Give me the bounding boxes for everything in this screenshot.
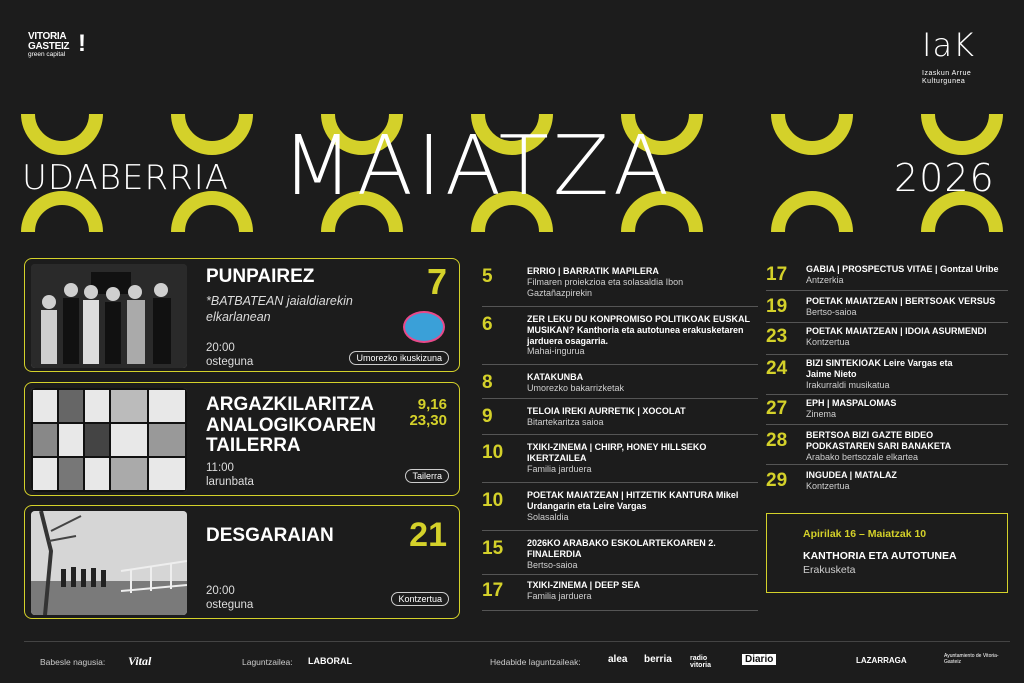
- lazarraga-logo: LAZARRAGA: [856, 656, 907, 665]
- iak-logo: [922, 26, 1002, 87]
- divider: [482, 610, 758, 611]
- diario-logo: Diario: [742, 654, 776, 665]
- event-day: 17: [766, 264, 788, 285]
- sponsor-label: Babesle nagusia:: [40, 657, 106, 667]
- berria-logo: berria: [644, 654, 672, 665]
- event-title: [527, 406, 767, 428]
- event-day: 5: [482, 266, 493, 287]
- divider: [482, 530, 758, 531]
- event-title: [527, 580, 767, 602]
- event-subtitle: Kontzertua: [806, 336, 850, 347]
- divider: [766, 354, 1008, 355]
- event-day: 17: [482, 580, 504, 601]
- event-title-text: ZER LEKU DU KONPROMISO POLITIKOAK EUSKAL MUSIKAN? Kanthoria eta autotunea erakusketaren jarduera osagarria.: [527, 314, 750, 346]
- divider: [482, 482, 758, 483]
- event-photo: [31, 388, 187, 492]
- month-title: MAIATZA: [282, 119, 674, 214]
- event-subtitle: Familia jarduera: [527, 590, 592, 601]
- event-title-text: BIZI SINTEKIOAK Leire Vargas eta Jaime Nieto: [806, 358, 953, 379]
- event-subtitle: Arabako bertsozale elkartea: [806, 451, 919, 462]
- divider: [766, 424, 1008, 425]
- event-title-text: BERTSOA BIZI GAZTE BIDEO PODKASTAREN SARI BANAKETA: [806, 430, 952, 451]
- logo-line: green capital: [28, 51, 66, 58]
- divider: [766, 322, 1008, 323]
- event-title: [527, 314, 762, 357]
- event-subtitle: Bitartekaritza saioa: [527, 416, 604, 427]
- iak-mark: IaK: [922, 26, 976, 64]
- event-day: 27: [766, 398, 788, 419]
- year-label: 2026: [894, 156, 995, 200]
- event-time: 20:00: [206, 585, 235, 597]
- event-day: 15: [482, 538, 504, 559]
- event-title-text: TXIKI-ZINEMA | CHIRP, HONEY HILLSEKO IKERTZAILEA: [527, 442, 707, 463]
- event-weekday: osteguna: [206, 599, 254, 611]
- event-title-text: TXIKI-ZINEMA | DEEP SEA: [527, 580, 641, 590]
- iak-sub-line: Izaskun Arrue: [922, 70, 972, 77]
- event-title: [806, 264, 1016, 286]
- event-day: 23: [766, 326, 788, 347]
- logo-line: VITORIA: [28, 31, 67, 42]
- event-title: [527, 490, 742, 522]
- event-title-text: 2026KO ARABAKO ESKOLARTEKOAREN 2. FINALERDIA: [527, 538, 716, 559]
- event-weekday: osteguna: [206, 356, 254, 368]
- event-weekday: larunbata: [206, 476, 254, 488]
- event-day: 28: [766, 430, 788, 451]
- laboral-logo: LABORAL: [308, 656, 352, 666]
- event-title: PUNPAIREZ: [206, 266, 315, 287]
- event-subtitle: Solasaldia: [527, 511, 569, 522]
- vitoria-gasteiz-logo: [28, 30, 86, 59]
- event-subtitle: Umorezko bakarrizketak: [527, 382, 625, 393]
- event-title-text: ERRIO | BARRATIK MAPILERA: [527, 266, 659, 276]
- event-day: 29: [766, 470, 788, 491]
- photo-collage: [31, 388, 187, 492]
- event-day: 8: [482, 372, 493, 393]
- divider: [766, 464, 1008, 465]
- event-title-text: KATAKUNBA: [527, 372, 584, 382]
- event-title-text: POETAK MAIATZEAN | HITZETIK KANTURA Mikel Urdangarin eta Leire Vargas: [527, 490, 739, 511]
- event-subtitle: Bertso-saioa: [527, 559, 578, 570]
- divider: [766, 394, 1008, 395]
- event-time: 11:00: [206, 462, 234, 474]
- festival-badge-icon: [403, 311, 445, 343]
- event-subtitle: *BATBATEAN jaialdiarekin elkarlanean: [206, 294, 353, 325]
- event-title: [806, 296, 1016, 318]
- event-subtitle: Irakurraldi musikatua: [806, 379, 890, 390]
- event-day: 6: [482, 314, 493, 335]
- event-title-text: INGUDEA | MATALAZ: [806, 470, 897, 480]
- footer-divider: [24, 641, 1010, 642]
- featured-card-desgaraian[interactable]: [24, 505, 460, 619]
- event-time: 20:00: [206, 342, 235, 354]
- divider: [482, 364, 758, 365]
- radio-vitoria-logo: radio vitoria: [690, 655, 712, 669]
- event-title-text: TELOIA IREKI AURRETIK | XOCOLAT: [527, 406, 686, 416]
- exhibition-box[interactable]: [766, 513, 1008, 593]
- street-photo: [31, 511, 187, 615]
- event-title: [806, 398, 1016, 420]
- event-title: [806, 358, 956, 390]
- event-title-text: POETAK MAIATZEAN | BERTSOAK VERSUS: [806, 296, 996, 306]
- alea-logo: alea: [608, 654, 628, 665]
- ayuntamiento-logo: Ayuntamiento de Vitoria-Gasteiz: [944, 653, 999, 665]
- iak-sub-line: Kulturgunea: [922, 78, 966, 86]
- event-title: DESGARAIAN: [206, 525, 334, 546]
- divider: [482, 434, 758, 435]
- event-type-tag[interactable]: Kontzertua: [391, 592, 449, 606]
- exhibition-title: KANTHORIA ETA AUTOTUNEA: [803, 550, 957, 562]
- logo-line: GASTEIZ: [28, 41, 70, 52]
- event-day: 21: [409, 516, 447, 554]
- event-subtitle: Zinema: [806, 408, 837, 419]
- event-day: 9: [482, 406, 493, 427]
- event-title: [527, 266, 767, 298]
- vital-logo: Vital: [128, 654, 152, 668]
- event-title-text: EPH | MASPALOMAS: [806, 398, 897, 408]
- event-title: [527, 372, 767, 394]
- divider: [482, 306, 758, 307]
- event-title-text: POETAK MAIATZEAN | IDOIA ASURMENDI: [806, 326, 987, 336]
- featured-card-punpairez[interactable]: [24, 258, 460, 372]
- exhibition-type: Erakusketa: [803, 564, 856, 576]
- event-title: [527, 538, 737, 570]
- event-day: 10: [482, 442, 504, 463]
- event-day: 7: [426, 261, 447, 302]
- exclamation-icon: !: [78, 30, 86, 57]
- featured-card-argazkilaritza[interactable]: [24, 382, 460, 496]
- event-subtitle: Mahai-ingurua: [527, 346, 585, 357]
- event-title: [806, 326, 1016, 348]
- event-photo: [31, 511, 187, 615]
- event-subtitle: Familia jarduera: [527, 463, 592, 474]
- event-subtitle: Antzerkia: [806, 274, 844, 285]
- divider: [482, 398, 758, 399]
- event-days: [409, 397, 447, 429]
- season-label: UDABERRIA: [22, 158, 230, 198]
- event-title: [806, 430, 986, 462]
- event-title: [806, 470, 1016, 492]
- event-subtitle: Kontzertua: [806, 480, 850, 491]
- exhibition-dates: Apirilak 16 – Maiatzak 10: [803, 528, 927, 540]
- event-day: 19: [766, 296, 788, 317]
- event-type-tag[interactable]: Tailerra: [405, 469, 449, 483]
- group-photo: [31, 264, 187, 368]
- event-day: 24: [766, 358, 788, 379]
- divider: [482, 574, 758, 575]
- divider: [766, 290, 1008, 291]
- event-title-text: GABIA | PROSPECTUS VITAE | Gontzal Uribe: [806, 264, 999, 274]
- month-banner: [0, 108, 1024, 238]
- collaborator-label: Laguntzailea:: [242, 657, 293, 667]
- event-days-line: 23,30: [409, 411, 447, 429]
- event-title: ARGAZKILARITZA ANALOGIKOAREN TAILERRA: [206, 394, 376, 457]
- event-subtitle: Filmaren proiekzioa eta solasaldia Ibon Gaztañazpirekin: [527, 276, 684, 298]
- event-type-tag[interactable]: Umorezko ikuskizuna: [349, 351, 449, 365]
- event-photo: [31, 264, 187, 368]
- event-title: [527, 442, 737, 474]
- event-subtitle: Bertso-saioa: [806, 306, 857, 317]
- iak-subtitle: [922, 70, 1002, 87]
- event-day: 10: [482, 490, 504, 511]
- event-days-line: 9,16: [417, 396, 447, 413]
- media-label: Hedabide laguntzaileak:: [490, 657, 581, 667]
